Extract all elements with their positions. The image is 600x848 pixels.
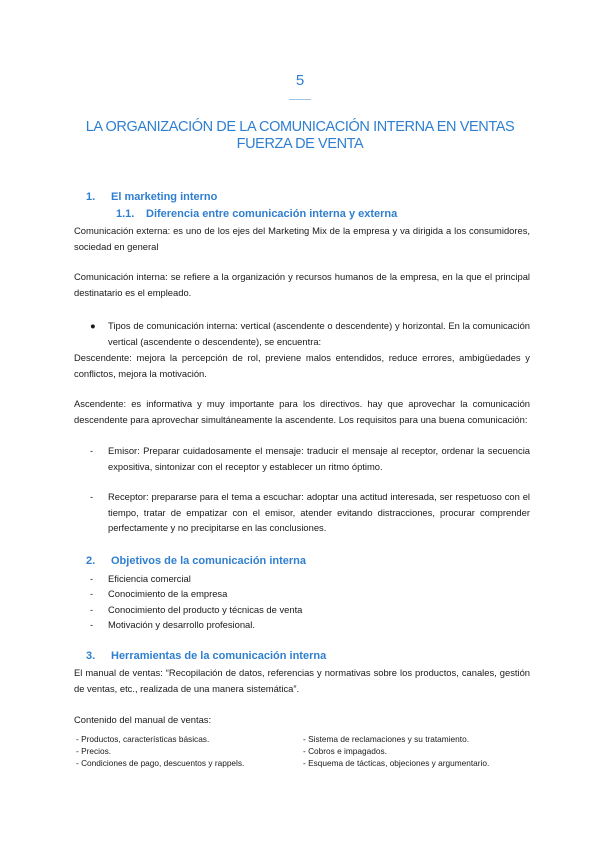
dash-receptor: Receptor: prepararse para el tema a escuchar: adoptar una actitud interesada, ser respetuoso con el tiempo, tratar de empatizar con el emisor, atender evitando distracciones, procurar comprender perfectamente y no precipitarse en las conclusiones.	[108, 491, 530, 533]
dash-emisor: Emisor: Preparar cuidadosamente el mensaje: traducir el mensaje al receptor, ordenar la secuencia expositiva, sintonizar con el receptor y establecer un ritmo óptimo.	[108, 445, 530, 472]
paragraph-manual: El manual de ventas: “Recopilación de datos, referencias y normativas sobre los productos, canales, gestión de ventas, etc., realizada de una manera sistemática”.	[74, 667, 530, 694]
section-title: El marketing interno	[111, 191, 218, 203]
list-item: Motivación y desarrollo profesional.	[108, 619, 255, 630]
dash-marker: -	[90, 619, 94, 630]
list-item: - Cobros e impagados.	[303, 746, 387, 756]
list-item: Conocimiento del producto y técnicas de venta	[108, 604, 303, 615]
paragraph-descendente: Descendente: mejora la percepción de rol, previene malos entendidos, reduce errores, ambigüedades y conflictos, mejora la motivación.	[74, 352, 530, 379]
paragraph-interna: Comunicación interna: se refiere a la organización y recursos humanos de la empresa, en la que el principal destinatario es el empleado.	[74, 271, 530, 298]
section-1-1-heading	[116, 208, 398, 220]
list-item: Eficiencia comercial	[108, 573, 191, 584]
bullet-dot: ●	[90, 320, 96, 331]
chapter-divider	[289, 99, 311, 100]
dash-marker: -	[90, 573, 94, 584]
title-line-2: FUERZA DE VENTA	[236, 136, 364, 152]
dash-marker: -	[90, 588, 94, 599]
list-item: - Productos, características básicas.	[76, 734, 210, 744]
section-number: 1.	[86, 191, 96, 203]
contenido-label: Contenido del manual de ventas:	[74, 714, 212, 725]
list-item: - Precios.	[76, 746, 112, 756]
subsection-number: 1.1.	[116, 208, 135, 220]
bullet-tipos: Tipos de comunicación interna: vertical (ascendente o descendente) y horizontal. En la comunicación vertical (ascendente o descendente), se encuentra:	[108, 320, 530, 347]
list-item: - Sistema de reclamaciones y su tratamiento.	[303, 734, 470, 744]
title-line-1: LA ORGANIZACIÓN DE LA COMUNICACIÓN INTERNA EN VENTAS	[85, 119, 515, 135]
section-number: 3.	[86, 650, 96, 662]
section-title: Herramientas de la comunicación interna	[111, 650, 327, 662]
subsection-title: Diferencia entre comunicación interna y externa	[146, 208, 398, 220]
section-title: Objetivos de la comunicación interna	[111, 555, 306, 567]
section-number: 2.	[86, 555, 96, 567]
list-item: - Esquema de tácticas, objeciones y argumentario.	[303, 758, 490, 768]
dash-marker: -	[90, 604, 94, 615]
dash-marker: -	[90, 491, 94, 502]
paragraph-ascendente: Ascendente: es informativa y muy importante para los directivos. hay que aprovechar la comunicación descendente para aprovechar simultáneamente la ascendente. Los requisitos para una buena comunicación:	[74, 398, 530, 425]
dash-marker: -	[90, 445, 94, 456]
page-title	[0, 119, 600, 153]
list-item: - Condiciones de pago, descuentos y rappels.	[76, 758, 245, 768]
list-item: Conocimiento de la empresa	[108, 588, 228, 599]
chapter-number: 5	[295, 72, 305, 89]
paragraph-externa: Comunicación externa: es uno de los ejes del Marketing Mix de la empresa y va dirigida a los consumidores, sociedad en general	[74, 225, 530, 252]
